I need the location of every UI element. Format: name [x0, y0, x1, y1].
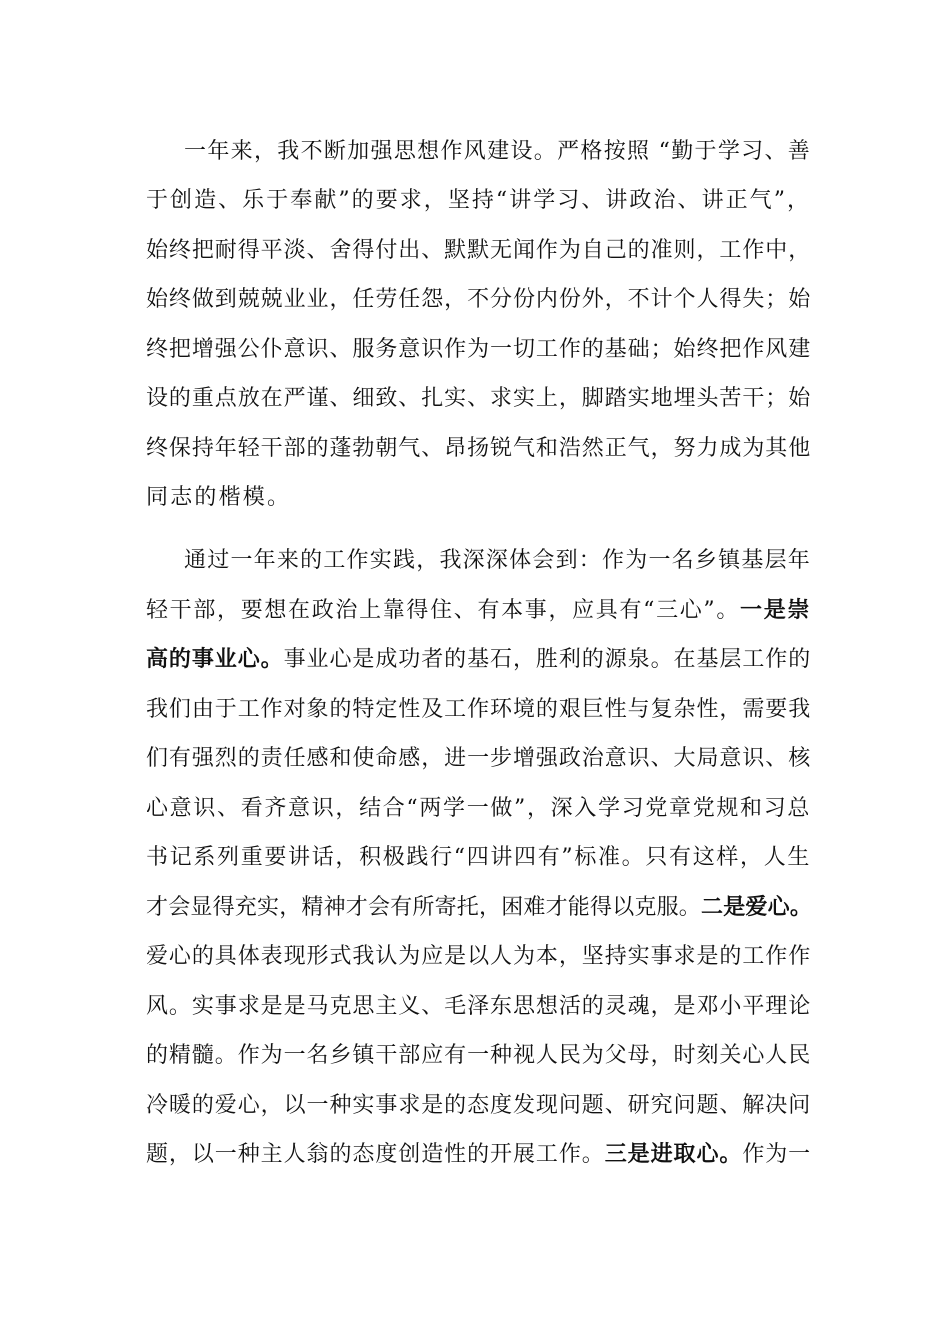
bold-heading-run: 高的事业心。: [146, 647, 284, 672]
text-run: 作为一: [742, 1142, 811, 1167]
paragraph-line: [146, 280, 811, 320]
text-run: 于创造、乐于奉献”的要求，坚持“讲学习、讲政治、讲正气”，: [146, 188, 811, 213]
text-run: 我们由于工作对象的特定性及工作环境的艰巨性与复杂性，需要我: [146, 697, 811, 722]
paragraph-line: [146, 690, 811, 730]
paragraph-line: [146, 789, 811, 829]
text-run: 一年来，我不断加强思想作风建设。严格按照 “勤于学习、善: [184, 139, 811, 164]
paragraph-line: [146, 330, 811, 370]
text-run: 事业心是成功者的基石，胜利的源泉。在基层工作的: [283, 647, 811, 672]
paragraph-line: [146, 640, 811, 680]
text-run: 风。实事求是是马克思主义、毛泽东思想活的灵魂，是邓小平理论: [146, 994, 811, 1019]
text-run: 才会显得充实，精神才会有所寄托，困难才能得以克服。: [146, 895, 702, 920]
text-run: 题，以一种主人翁的态度创造性的开展工作。: [146, 1142, 605, 1167]
text-run: 终保持年轻干部的蓬勃朝气、昂扬锐气和浩然正气，努力成为其他: [146, 436, 811, 461]
paragraph-line: [146, 937, 811, 977]
paragraph-line: [146, 181, 811, 221]
text-run: 通过一年来的工作实践，我深深体会到：作为一名乡镇基层年: [184, 548, 811, 573]
paragraph-line: [146, 478, 811, 518]
text-run: 们有强烈的责任感和使命感，进一步增强政治意识、大局意识、核: [146, 746, 811, 771]
bold-heading-run: 三是进取心。: [604, 1142, 743, 1167]
paragraph-line: [146, 888, 811, 928]
text-run: 冷暖的爱心，以一种实事求是的态度发现问题、研究问题、解决问: [146, 1093, 811, 1118]
paragraph-line: [146, 231, 811, 271]
paragraph-line: [146, 838, 811, 878]
paragraph-line: [146, 739, 811, 779]
paragraph-line: [184, 541, 811, 581]
text-run: 心意识、看齐意识，结合“两学一做”，深入学习党章党规和习总: [146, 796, 811, 821]
text-run: 轻干部，要想在政治上靠得住、有本事，应具有“三心”。: [146, 598, 741, 623]
paragraph-line: [184, 132, 811, 172]
text-run: 同志的楷模。: [146, 485, 292, 510]
paragraph-line: [146, 987, 811, 1027]
paragraph-line: [146, 591, 811, 631]
text-run: 的精髓。作为一名乡镇干部应有一种视人民为父母，时刻关心人民: [146, 1043, 811, 1068]
text-run: 终把增强公仆意识、服务意识作为一切工作的基础；始终把作风建: [146, 337, 811, 362]
paragraph-line: [146, 1086, 811, 1126]
paragraph-line: [146, 1135, 811, 1175]
paragraph-line: [146, 429, 811, 469]
bold-heading-run: 二是爱心。: [701, 895, 813, 920]
text-run: 书记系列重要讲话，积极践行“四讲四有”标准。只有这样，人生: [146, 845, 811, 870]
text-run: 设的重点放在严谨、细致、扎实、求实上，脚踏实地埋头苦干；始: [146, 386, 811, 411]
paragraph-line: [146, 379, 811, 419]
bold-heading-run: 一是崇: [740, 598, 811, 623]
paragraph-line: [146, 1036, 811, 1076]
text-run: 始终把耐得平淡、舍得付出、默默无闻作为自己的准则，工作中，: [146, 238, 811, 263]
text-run: 爱心的具体表现形式我认为应是以人为本，坚持实事求是的工作作: [146, 944, 811, 969]
text-run: 始终做到兢兢业业，任劳任怨，不分份内份外，不计个人得失；始: [146, 287, 811, 312]
